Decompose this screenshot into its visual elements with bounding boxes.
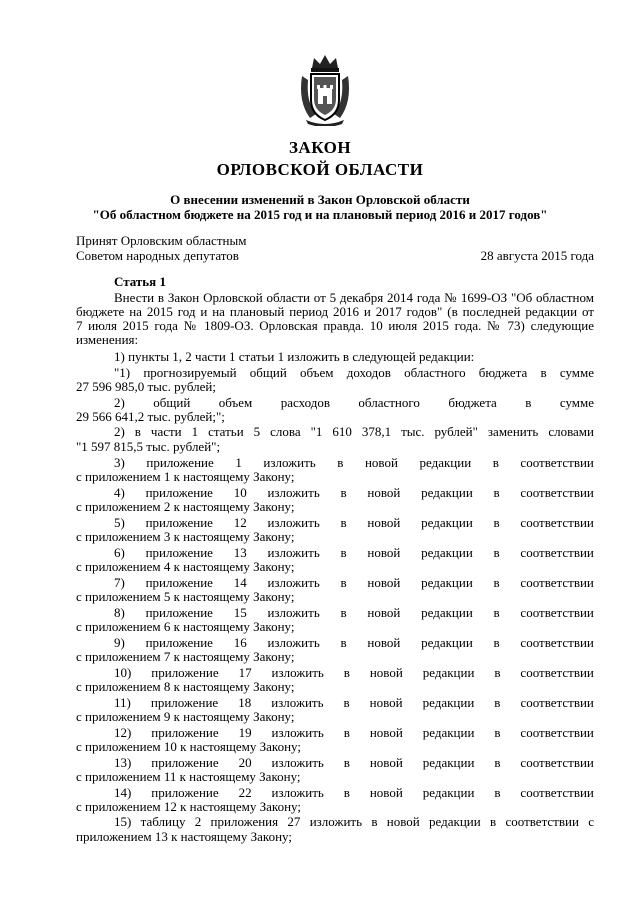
- word-novoy: новой: [364, 455, 398, 470]
- word-v: в: [340, 545, 347, 560]
- intro-line-1: Внести в Закон Орловской области от 5 декабря 2014 года № 1699-ОЗ "Об областном: [114, 290, 594, 305]
- word-v2: в: [493, 485, 500, 500]
- adoption-date: 28 августа 2015 года: [480, 248, 594, 263]
- adoption-body-line1: Принят Орловским областным: [76, 233, 247, 248]
- appendix-number: 17: [238, 665, 252, 680]
- item-number: 10): [114, 665, 132, 680]
- item-number: 6): [114, 545, 125, 560]
- word-v2: в: [492, 455, 499, 470]
- appendix-number: 22: [238, 785, 252, 800]
- word-sootvetstvii: соответствии: [520, 515, 594, 530]
- word-v: в: [343, 665, 350, 680]
- word-redakcii: редакции: [422, 695, 475, 710]
- word-v2: в: [494, 785, 501, 800]
- list-item-continuation: с приложением 2 к настоящему Закону;: [76, 499, 295, 514]
- item-number: 8): [114, 605, 125, 620]
- word-novoy: новой: [369, 695, 403, 710]
- appendix-number: 10: [233, 485, 247, 500]
- list-item-continuation: с приложением 1 к настоящему Закону;: [76, 469, 295, 484]
- word-izlozhit: изложить: [267, 575, 320, 590]
- word-izlozhit: изложить: [271, 785, 324, 800]
- word-izlozhit: изложить: [267, 545, 320, 560]
- region-title: ОРЛОВСКОЙ ОБЛАСТИ: [216, 160, 424, 179]
- point-1b-line2: 29 566 641,2 тыс. рублей;";: [76, 409, 225, 424]
- word-izlozhit: изложить: [267, 485, 320, 500]
- intro-line-4: изменения:: [76, 332, 139, 347]
- word-sootvetstvii: соответствии: [520, 665, 594, 680]
- item-number: 5): [114, 515, 125, 530]
- word-novoy: новой: [367, 635, 401, 650]
- word-v2: в: [494, 755, 501, 770]
- word-novoy: новой: [367, 545, 401, 560]
- list-item-continuation: с приложением 4 к настоящему Закону;: [76, 559, 295, 574]
- word-izlozhit: изложить: [267, 515, 320, 530]
- word-v2: в: [493, 635, 500, 650]
- list-item-continuation: с приложением 5 к настоящему Закону;: [76, 589, 295, 604]
- word-novoy: новой: [367, 605, 401, 620]
- item-number: 14): [114, 785, 132, 800]
- word-v: в: [340, 515, 347, 530]
- word-v: в: [343, 755, 350, 770]
- word-sootvetstvii: соответствии: [520, 605, 594, 620]
- word-novoy: новой: [367, 485, 401, 500]
- word-v: в: [340, 605, 347, 620]
- article-heading: Статья 1: [114, 274, 166, 289]
- word-sootvetstvii: соответствии: [520, 635, 594, 650]
- word-v: в: [340, 485, 347, 500]
- word-v2: в: [493, 575, 500, 590]
- coat-of-arms-emblem: [296, 52, 354, 126]
- word-v2: в: [494, 725, 501, 740]
- word-sootvetstvii: соответствии: [520, 575, 594, 590]
- appendix-number: 20: [238, 755, 252, 770]
- word-sootvetstvii: соответствии: [520, 725, 594, 740]
- point-2-line2: "1 597 815,5 тыс. рублей";: [76, 439, 221, 454]
- list-item-continuation: с приложением 9 к настоящему Закону;: [76, 709, 295, 724]
- word-redakcii: редакции: [419, 455, 472, 470]
- word-redakcii: редакции: [421, 485, 473, 500]
- list-item-continuation: с приложением 3 к настоящему Закону;: [76, 529, 295, 544]
- word-prilozhenie: приложение: [145, 635, 213, 650]
- point-1: 1) пункты 1, 2 части 1 статьи 1 изложить в следующей редакции:: [114, 349, 475, 364]
- word-redakcii: редакции: [421, 515, 473, 530]
- appendix-number: 14: [233, 575, 247, 590]
- item-number: 3): [114, 455, 125, 470]
- word-novoy: новой: [369, 665, 403, 680]
- appendix-number: 18: [238, 695, 252, 710]
- item-number: 9): [114, 635, 125, 650]
- item-number: 7): [114, 575, 125, 590]
- item-number: 11): [114, 695, 131, 710]
- word-sootvetstvii: соответствии: [520, 695, 594, 710]
- point-1a-line2: 27 596 985,0 тыс. рублей;: [76, 379, 216, 394]
- appendix-number: 13: [233, 545, 247, 560]
- word-sootvetstvii: соответствии: [520, 755, 594, 770]
- word-redakcii: редакции: [422, 785, 475, 800]
- word-v: в: [340, 635, 347, 650]
- point-15-line1: 15) таблицу 2 приложения 27 изложить в новой редакции в соответствии с: [114, 814, 594, 829]
- word-redakcii: редакции: [422, 755, 475, 770]
- point-1b-line1: 2) общий объем расходов областного бюджета в сумме: [114, 395, 594, 410]
- appendix-number: 12: [233, 515, 247, 530]
- word-redakcii: редакции: [421, 605, 473, 620]
- word-v2: в: [493, 515, 500, 530]
- word-novoy: новой: [369, 785, 403, 800]
- adoption-body-line2: Советом народных депутатов: [76, 248, 239, 263]
- list-item-continuation: с приложением 8 к настоящему Закону;: [76, 679, 295, 694]
- word-izlozhit: изложить: [271, 725, 324, 740]
- word-izlozhit: изложить: [271, 755, 324, 770]
- word-prilozhenie: приложение: [151, 785, 219, 800]
- word-prilozhenie: приложение: [151, 755, 219, 770]
- word-novoy: новой: [369, 755, 403, 770]
- word-novoy: новой: [369, 725, 403, 740]
- word-prilozhenie: приложение: [145, 485, 213, 500]
- word-v2: в: [494, 665, 501, 680]
- word-sootvetstvii: соответствии: [520, 785, 594, 800]
- point-15-line2: приложением 13 к настоящему Закону;: [76, 829, 292, 844]
- appendix-number: 19: [238, 725, 252, 740]
- word-prilozhenie: приложение: [145, 515, 213, 530]
- word-prilozhenie: приложение: [145, 575, 213, 590]
- word-v: в: [343, 725, 350, 740]
- law-title: ЗАКОН: [288, 138, 352, 157]
- list-item-continuation: с приложением 12 к настоящему Закону;: [76, 799, 301, 814]
- word-redakcii: редакции: [421, 575, 473, 590]
- intro-line-2: бюджете на 2015 год и на плановый период 2016 и 2017 годов" (в последней редакции от: [76, 304, 594, 319]
- word-v2: в: [494, 695, 501, 710]
- word-sootvetstvii: соответствии: [520, 485, 594, 500]
- word-prilozhenie: приложение: [145, 605, 213, 620]
- appendix-number: 15: [233, 605, 247, 620]
- list-item-continuation: с приложением 7 к настоящему Закону;: [76, 649, 295, 664]
- word-v: в: [337, 455, 344, 470]
- word-v2: в: [493, 605, 500, 620]
- appendix-number: 1: [235, 455, 242, 470]
- word-prilozhenie: приложение: [146, 455, 214, 470]
- law-subject-line2: "Об областном бюджете на 2015 год и на плановый период 2016 и 2017 годов": [92, 207, 548, 222]
- word-redakcii: редакции: [422, 725, 475, 740]
- word-izlozhit: изложить: [267, 605, 320, 620]
- word-prilozhenie: приложение: [145, 545, 213, 560]
- word-izlozhit: изложить: [267, 635, 320, 650]
- word-prilozhenie: приложение: [151, 725, 219, 740]
- list-item-continuation: с приложением 6 к настоящему Закону;: [76, 619, 295, 634]
- word-v: в: [340, 575, 347, 590]
- point-1a-line1: "1) прогнозируемый общий объем доходов областного бюджета в сумме: [114, 365, 594, 380]
- appendix-number: 16: [233, 635, 247, 650]
- word-novoy: новой: [367, 515, 401, 530]
- intro-line-3: 7 июля 2015 года № 1809-ОЗ. Орловская правда. 10 июля 2015 года. № 73) следующие: [76, 318, 594, 333]
- list-item-continuation: с приложением 10 к настоящему Закону;: [76, 739, 301, 754]
- word-redakcii: редакции: [421, 545, 473, 560]
- word-v2: в: [493, 545, 500, 560]
- item-number: 4): [114, 485, 125, 500]
- word-sootvetstvii: соответствии: [520, 545, 594, 560]
- word-novoy: новой: [367, 575, 401, 590]
- word-prilozhenie: приложение: [150, 695, 219, 710]
- law-subject-line1: О внесении изменений в Закон Орловской области: [170, 192, 470, 207]
- word-v: в: [343, 785, 350, 800]
- word-redakcii: редакции: [421, 635, 473, 650]
- word-redakcii: редакции: [422, 665, 475, 680]
- word-v: в: [343, 695, 350, 710]
- word-sootvetstvii: соответствии: [520, 455, 594, 470]
- word-izlozhit: изложить: [271, 695, 324, 710]
- word-prilozhenie: приложение: [151, 665, 219, 680]
- word-izlozhit: изложить: [271, 665, 324, 680]
- point-2-line1: 2) в части 1 статьи 5 слова "1 610 378,1 тыс. рублей" заменить словами: [114, 424, 594, 439]
- list-item-continuation: с приложением 11 к настоящему Закону;: [76, 769, 301, 784]
- word-izlozhit: изложить: [263, 455, 316, 470]
- item-number: 13): [114, 755, 132, 770]
- item-number: 12): [114, 725, 132, 740]
